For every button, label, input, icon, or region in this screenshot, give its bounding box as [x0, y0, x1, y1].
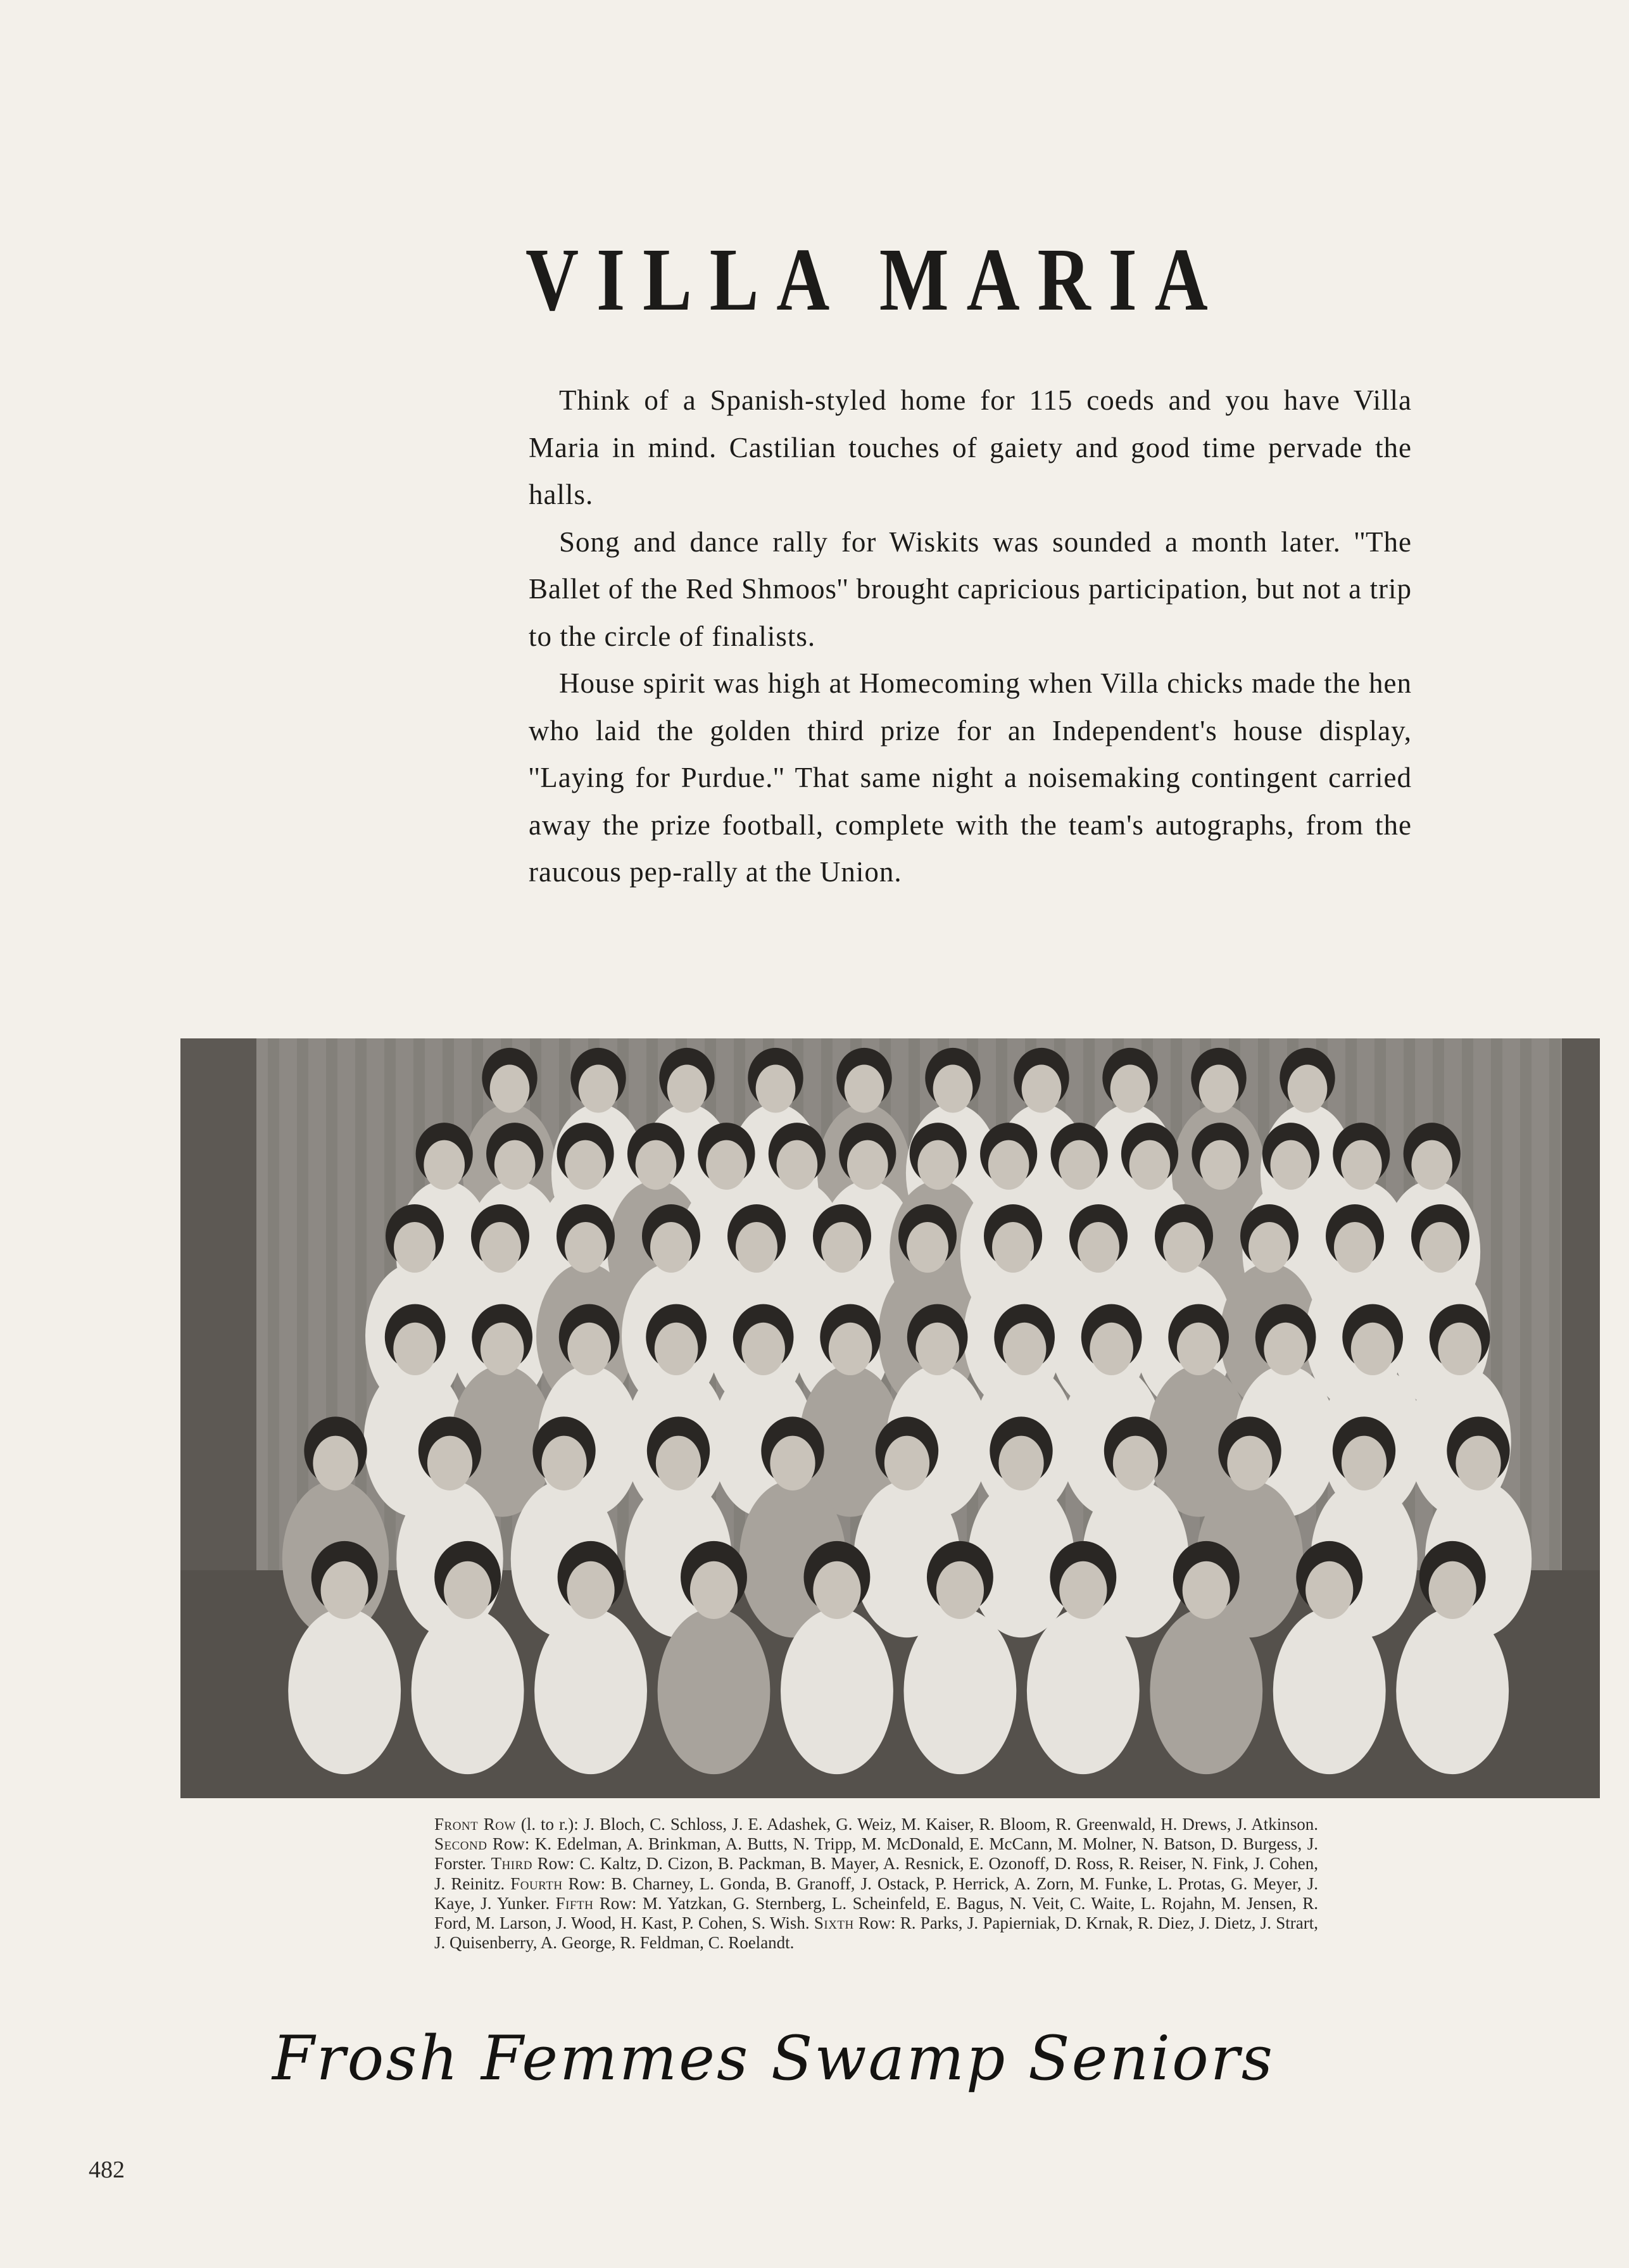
person-torso — [658, 1608, 770, 1774]
person-face — [1334, 1222, 1376, 1273]
person-torso — [412, 1608, 524, 1774]
person-face — [444, 1561, 491, 1619]
person-face — [1341, 1140, 1382, 1190]
person-face — [847, 1140, 888, 1190]
caption-row-label: Fifth — [555, 1893, 594, 1913]
person-face — [936, 1561, 984, 1619]
page-number: 482 — [89, 2157, 125, 2183]
person-face — [741, 1323, 785, 1375]
person-face — [1059, 1140, 1100, 1190]
caption-row-names: Row: R. Parks, J. Papierniak, D. Krnak, R. Diez, J. Dietz, J. Strart, J. Quisenberry, A. George, R. Feldman, C. Roelandt. — [434, 1913, 1319, 1953]
person-face — [494, 1140, 536, 1190]
person-face — [998, 1436, 1043, 1490]
caption-row-label: Front Row — [434, 1815, 516, 1834]
caption-row-names: Row: C. Kaltz, D. Cizon, B. Packman, B. Mayer, A. Resnick, E. Ozonoff, D. Ross, R. Reiser, N. Fink, J. Cohen, J. Reinitz. — [434, 1854, 1318, 1893]
person-face — [706, 1140, 747, 1190]
caption-row-names: Row: K. Edelman, A. Brinkman, A. Butts, N. Tripp, M. McDonald, E. McCann, M. Molner, N. Batson, D. Burgess, J. Forster. — [434, 1834, 1318, 1874]
person-face — [690, 1561, 738, 1619]
group-photo-illustration — [180, 1038, 1600, 1798]
person-face — [1090, 1323, 1133, 1375]
person-face — [393, 1323, 437, 1375]
person-torso — [288, 1608, 401, 1774]
person-face — [884, 1436, 929, 1490]
caption-row-names: Row: B. Charney, L. Gonda, B. Granoff, J. Ostack, P. Herrick, A. Zorn, M. Funke, L. Protas, G. Meyer, J. Kaye, J. Yunker. — [434, 1874, 1318, 1913]
person-face — [567, 1561, 614, 1619]
person-face — [845, 1065, 884, 1113]
person-torso — [903, 1608, 1016, 1774]
person-torso — [1027, 1608, 1140, 1774]
person-face — [479, 1222, 521, 1273]
person-torso — [1150, 1608, 1262, 1774]
person-face — [1342, 1436, 1387, 1490]
person-face — [907, 1222, 948, 1273]
person-face — [636, 1140, 677, 1190]
person-face — [481, 1323, 524, 1375]
person-face — [821, 1222, 863, 1273]
person-face — [565, 1222, 607, 1273]
person-face — [1078, 1222, 1119, 1273]
person-face — [917, 1140, 959, 1190]
person-face — [1419, 1222, 1461, 1273]
person-face — [424, 1140, 465, 1190]
curtain-fold — [1549, 1038, 1561, 1585]
person-face — [915, 1323, 959, 1375]
person-face — [490, 1065, 530, 1113]
person-face — [1177, 1323, 1221, 1375]
person-face — [1022, 1065, 1062, 1113]
person-face — [1305, 1561, 1353, 1619]
person-face — [667, 1065, 707, 1113]
person-face — [1264, 1323, 1307, 1375]
person-face — [541, 1436, 586, 1490]
person-face — [656, 1436, 701, 1490]
person-face — [1411, 1140, 1452, 1190]
person-face — [1227, 1436, 1272, 1490]
caption-row-label: Sixth — [814, 1913, 854, 1933]
person-face — [1183, 1561, 1230, 1619]
person-face — [650, 1222, 692, 1273]
person-torso — [534, 1608, 647, 1774]
page-title: VILLA MARIA — [525, 229, 1226, 329]
person-face — [992, 1222, 1034, 1273]
caption-row-names: Row: M. Yatzkan, G. Sternberg, L. Scheinfeld, E. Bagus, N. Veit, C. Waite, L. Rojahn, M. Jensen, R. Ford, M. Larson, J. Wood, H. Kast, P. Cohen, S. Wish. — [434, 1893, 1319, 1933]
person-face — [1199, 1065, 1239, 1113]
person-face — [1248, 1222, 1290, 1273]
paragraph: Think of a Spanish-styled home for 115 coeds and you have Villa Maria in mind. Castilian touches of gaiety and good time pervade the halls. — [529, 384, 1412, 510]
caption-row-label: Third — [491, 1854, 532, 1874]
person-face — [1129, 1140, 1171, 1190]
person-face — [1288, 1065, 1328, 1113]
curtain-fold — [1520, 1038, 1532, 1585]
person-face — [579, 1065, 619, 1113]
person-face — [1351, 1323, 1395, 1375]
person-face — [565, 1140, 606, 1190]
section-headline: Frosh Femmes Swamp Seniors — [272, 2023, 1274, 2094]
person-face — [1163, 1222, 1205, 1273]
person-torso — [1273, 1608, 1386, 1774]
person-face — [1110, 1065, 1150, 1113]
person-face — [777, 1140, 818, 1190]
paragraph: House spirit was high at Homecoming when Villa chicks made the hen who laid the golden third prize for an Independent's house display, ''Laying for Purdue.'' That same night a noisemaking contingent carried away the prize football, complete with the team's autographs, from the raucous pep-rally at the Union. — [529, 667, 1412, 888]
person-torso — [781, 1608, 893, 1774]
person-face — [829, 1323, 872, 1375]
article-body — [529, 377, 1412, 896]
caption-row-names: (l. to r.): J. Bloch, C. Schloss, J. E. Adashek, G. Weiz, M. Kaiser, R. Bloom, R. Greenwald, H. Drews, J. Atkinson. — [515, 1815, 1319, 1834]
person-face — [1113, 1436, 1158, 1490]
photo-caption — [434, 1815, 1318, 1953]
person-face — [321, 1561, 368, 1619]
person-face — [756, 1065, 796, 1113]
person-torso — [1396, 1608, 1509, 1774]
curtain-fold — [268, 1038, 279, 1585]
person-face — [1429, 1561, 1476, 1619]
person-face — [1438, 1323, 1481, 1375]
paragraph: Song and dance rally for Wiskits was sounded a month later. ''The Ballet of the Red Shmoos'' brought capricious participation, but not a trip to the circle of finalists. — [529, 526, 1412, 652]
caption-row-label: Fourth — [510, 1874, 563, 1893]
person-face — [1003, 1323, 1047, 1375]
group-photo — [180, 1038, 1600, 1798]
person-face — [313, 1436, 358, 1490]
person-face — [567, 1323, 611, 1375]
caption-row-label: Second — [434, 1834, 487, 1854]
person-face — [813, 1561, 860, 1619]
person-face — [736, 1222, 777, 1273]
person-face — [1059, 1561, 1107, 1619]
person-face — [988, 1140, 1029, 1190]
person-face — [427, 1436, 472, 1490]
person-face — [1200, 1140, 1241, 1190]
person-face — [1271, 1140, 1312, 1190]
person-face — [655, 1323, 698, 1375]
person-face — [770, 1436, 815, 1490]
person-face — [394, 1222, 436, 1273]
person-face — [1456, 1436, 1500, 1490]
person-face — [933, 1065, 973, 1113]
